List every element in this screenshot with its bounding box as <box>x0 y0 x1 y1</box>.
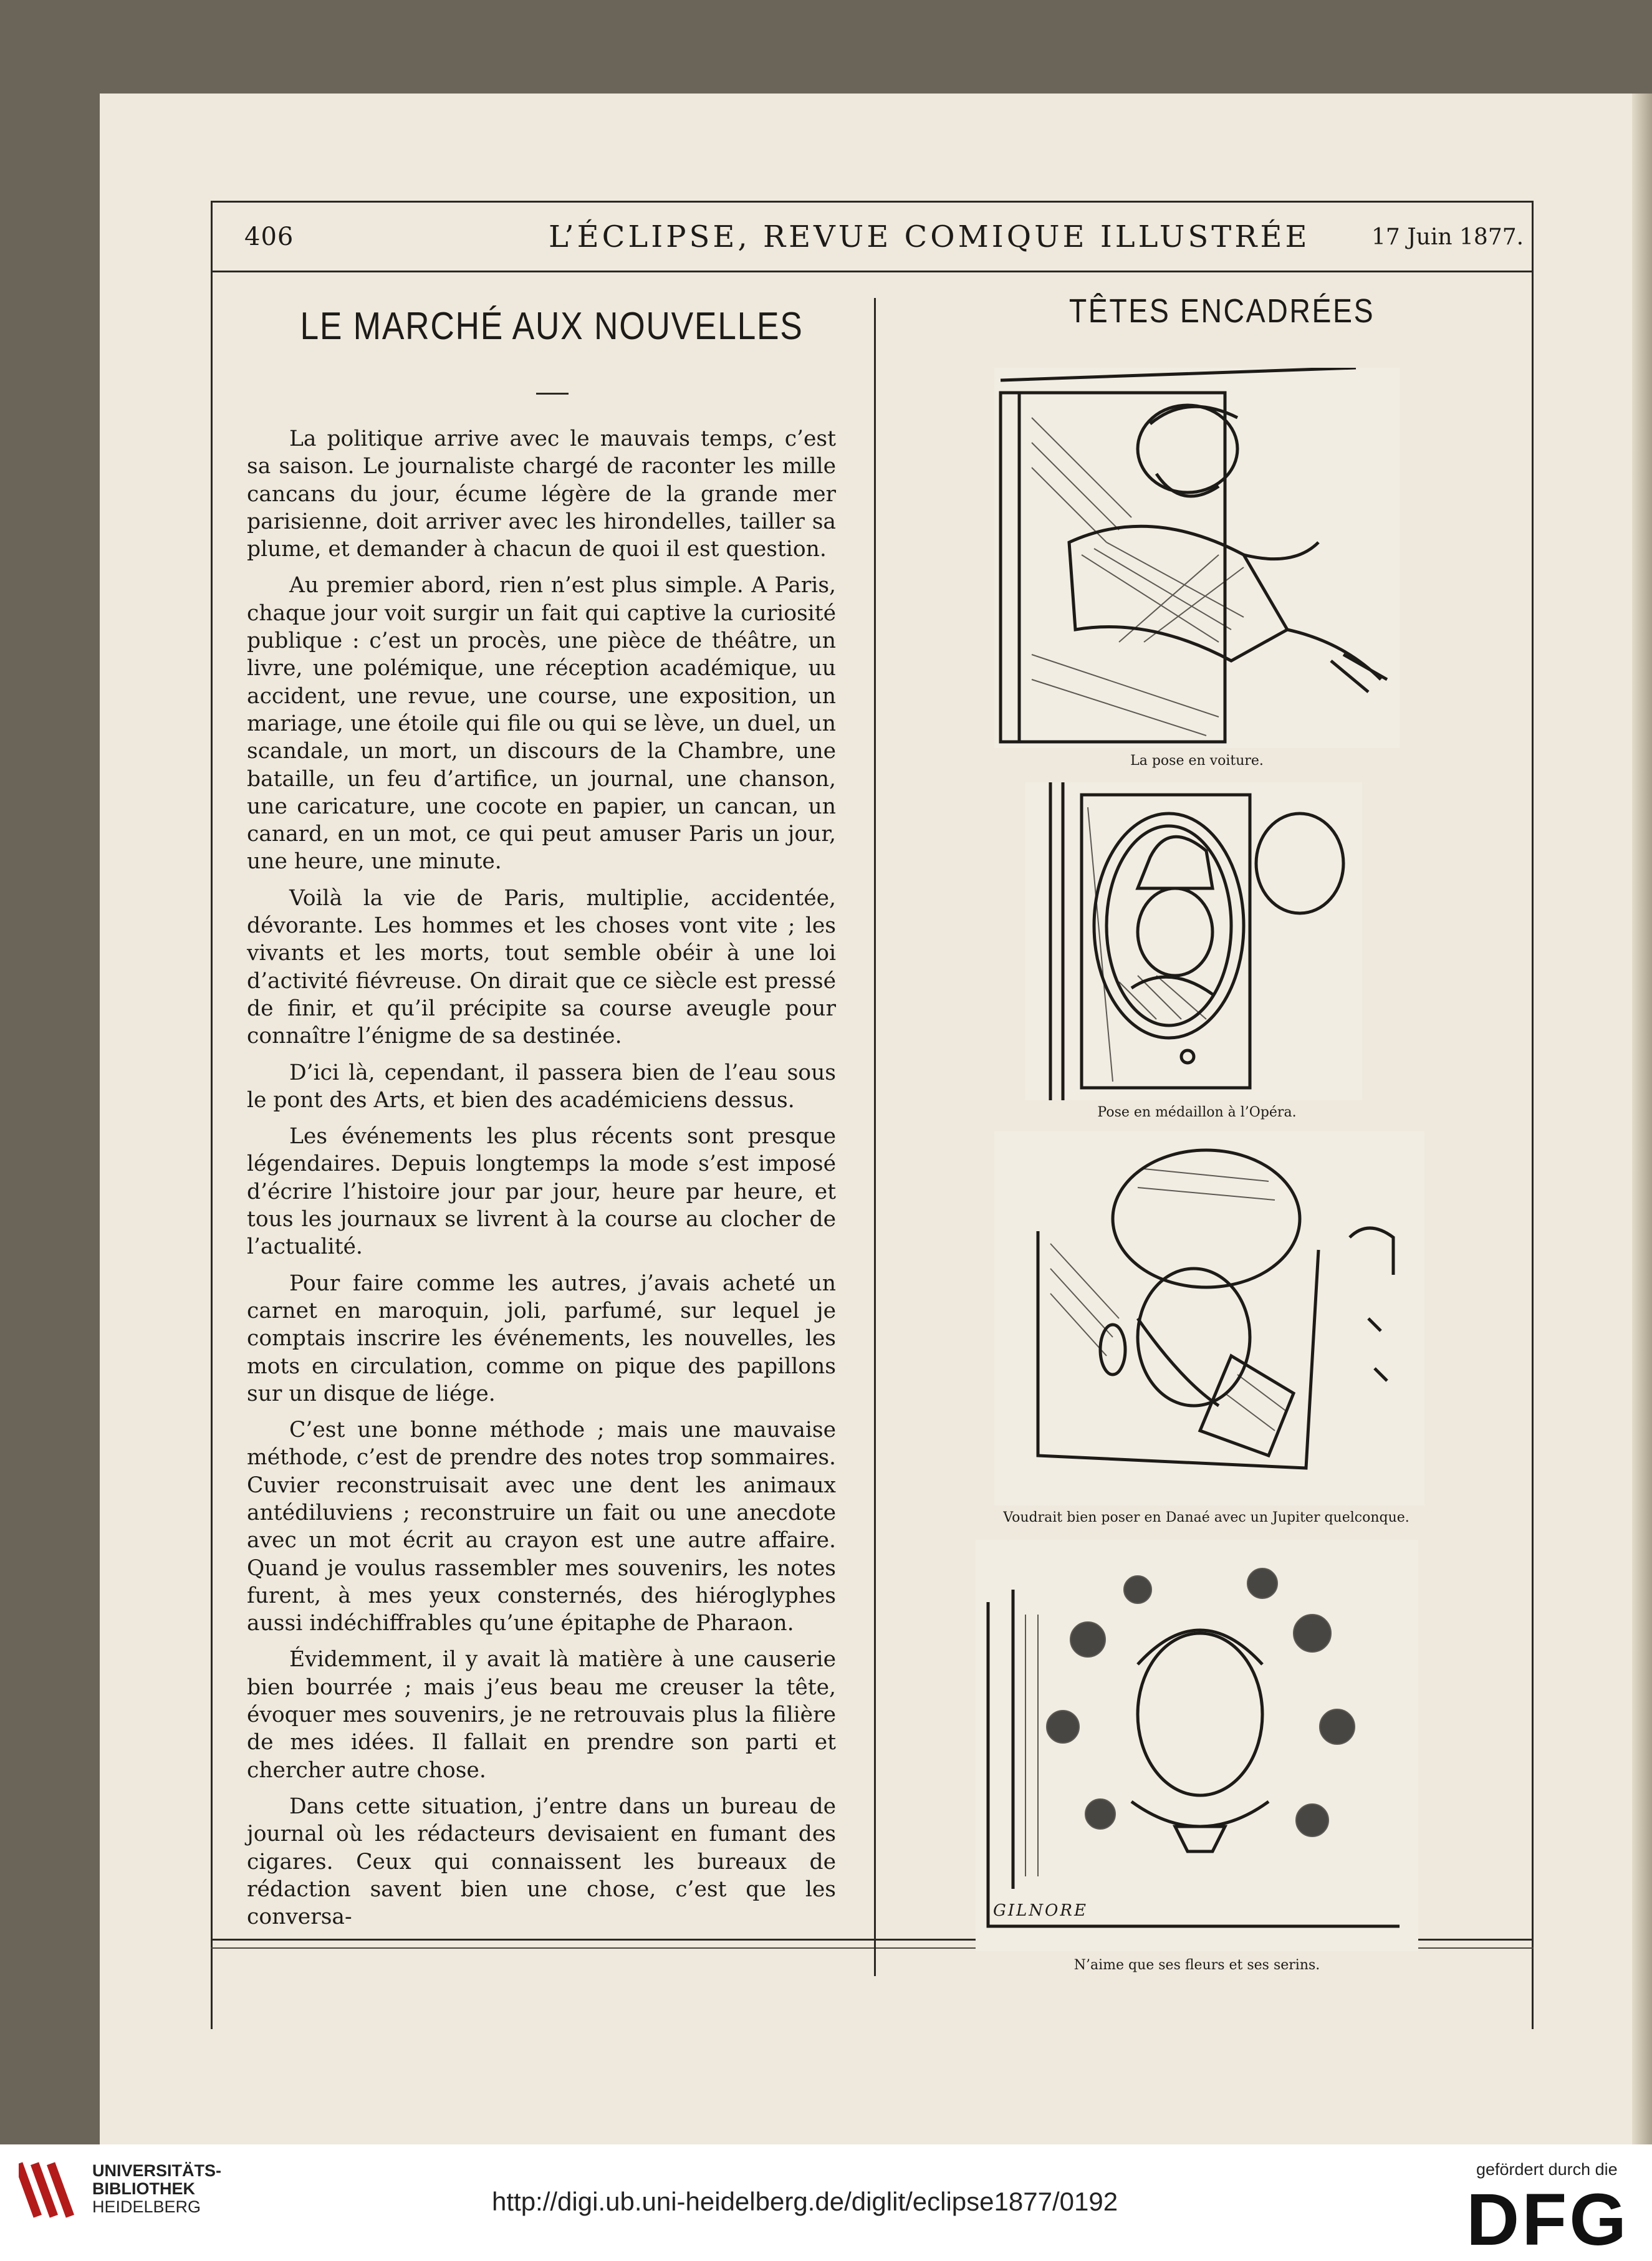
paragraph: C’est une bonne méthode ; mais une mauvaise méthode, c’est de prendre des notes trop sommaires. Cuvier reconstruisait avec une dent les animaux antédiluviens ; reconstruire un fait ou une anecdote avec un mot écrit au crayon est une autre affaire. Quand je voulus rassembler mes souvenirs, les notes furent, à mes yeux consternés, des hiéroglyphes aussi indéchiffrables qu’une épitaphe de Pharaon. <box>247 1418 836 1636</box>
carriage-drawing <box>994 368 1400 748</box>
article-body <box>247 425 836 1939</box>
permalink-url[interactable]: http://digi.ub.uni-heidelberg.de/diglit/eclipse1877/0192 <box>492 2187 1118 2216</box>
caption-carriage: La pose en voiture. <box>1130 753 1264 769</box>
paragraph: La politique arrive avec le mauvais temps, c’est sa saison. Le journaliste chargé de raconter les mille cancans du jour, écume légère de la grande mer parisienne, doit arriver avec les hirondelles, tailler sa plume, et demander à chacun de quoi il est question. <box>247 426 836 562</box>
paragraph: Dans cette situation, j’entre dans un bureau de journal où les rédacteurs devisaient en fumant des cigares. Ceux qui connaissent les bureaux de rédaction savent bien une chose, c’est que les conversa- <box>247 1793 836 1930</box>
paragraph: Les événements les plus récents sont presque légendaires. Depuis longtemps la mode s’est imposé d’écrire l’histoire jour par jour, heure par heure, et tous les journaux se livrent à la course au clocher de l’actualité. <box>247 1124 836 1260</box>
paragraph: Voilà la vie de Paris, multiplie, accidentée, dévorante. Les hommes et les choses vont vite ; les vivants et les morts, tout semble obéir à une loi d’activité fiévreuse. On dirait que ce siècle est pressé de finir, et qu’il précipite sa course aveugle pour connaître l’énigme de sa destinée. <box>247 885 836 1049</box>
library-name-line: BIBLIOTHEK <box>92 2179 195 2198</box>
paragraph: Évidemment, il y avait là matière à une causerie bien bourrée ; mais j’eus beau me creuser la tête, évoquer mes souvenirs, je ne retrouvais plus la filière de mes idées. Il fallait en prendre son parti et chercher autre chose. <box>247 1647 836 1783</box>
paragraph: D’ici là, cependant, il passera bien de l’eau sous le pont des Arts, et bien des académiciens dessus. <box>247 1060 836 1113</box>
illustration-carriage <box>994 368 1400 748</box>
caption-danae: Voudrait bien poser en Danaé avec un Jupiter quelconque. <box>1003 1510 1409 1525</box>
caption-medallion: Pose en médaillon à l’Opéra. <box>1097 1105 1297 1120</box>
page-edge-shadow <box>1632 94 1652 2144</box>
flowers-drawing <box>976 1540 1418 1951</box>
paragraph: Au premier abord, rien n’est plus simple. A Paris, chaque jour voit surgir un fait qui captive la curiosité publique : c’est un procès, une pièce de théâtre, un livre, une polémique, une réception académique, uu accident, une revue, une course, une exposition, un mariage, une étoile qui file ou qui se lève, un duel, un scandale, un mort, un discours de la Chambre, une bataille, un feu d’artifice, un journal, une chanson, une caricature, une cocote en papier, un cancan, un canard, en un mot, ce qui peut amuser Paris un jour, une heure, une minute. <box>247 573 836 875</box>
page-number: 406 <box>244 223 294 251</box>
column-divider <box>874 298 876 1976</box>
article-title: LE MARCHÉ AUX NOUVELLES <box>300 305 804 348</box>
sidebar-title: TÊTES ENCADRÉES <box>1069 292 1375 330</box>
issue-date: 17 Juin 1877. <box>1371 224 1524 250</box>
dfg-logo: DFG <box>1466 2179 1630 2261</box>
library-name-line: UNIVERSITÄTS- <box>92 2161 222 2180</box>
medallion-drawing <box>1025 782 1362 1100</box>
funding-note: gefördert durch die <box>1476 2160 1618 2179</box>
illustration-flowers <box>976 1540 1418 1951</box>
header-rule <box>211 271 1534 272</box>
caption-flowers: N’aime que ses fleurs et ses serins. <box>1073 1957 1320 1973</box>
running-title: L’ÉCLIPSE, REVUE COMIQUE ILLUSTRÉE <box>549 219 1310 254</box>
paragraph: Pour faire comme les autres, j’avais acheté un carnet en maroquin, joli, parfumé, sur lequel je comptais inscrire les événements, les nouvelles, les mots en circulation, comme on pique des papillons sur un disque de liége. <box>247 1270 836 1406</box>
title-dash <box>536 393 569 395</box>
danae-drawing <box>994 1131 1424 1505</box>
library-name <box>92 2162 221 2216</box>
library-name-line: HEIDELBERG <box>92 2197 201 2216</box>
illustration-danae <box>994 1131 1424 1505</box>
library-logo-icon <box>19 2156 81 2224</box>
artist-signature: GILNORE <box>993 1901 1088 1920</box>
illustration-medallion <box>1025 782 1362 1100</box>
